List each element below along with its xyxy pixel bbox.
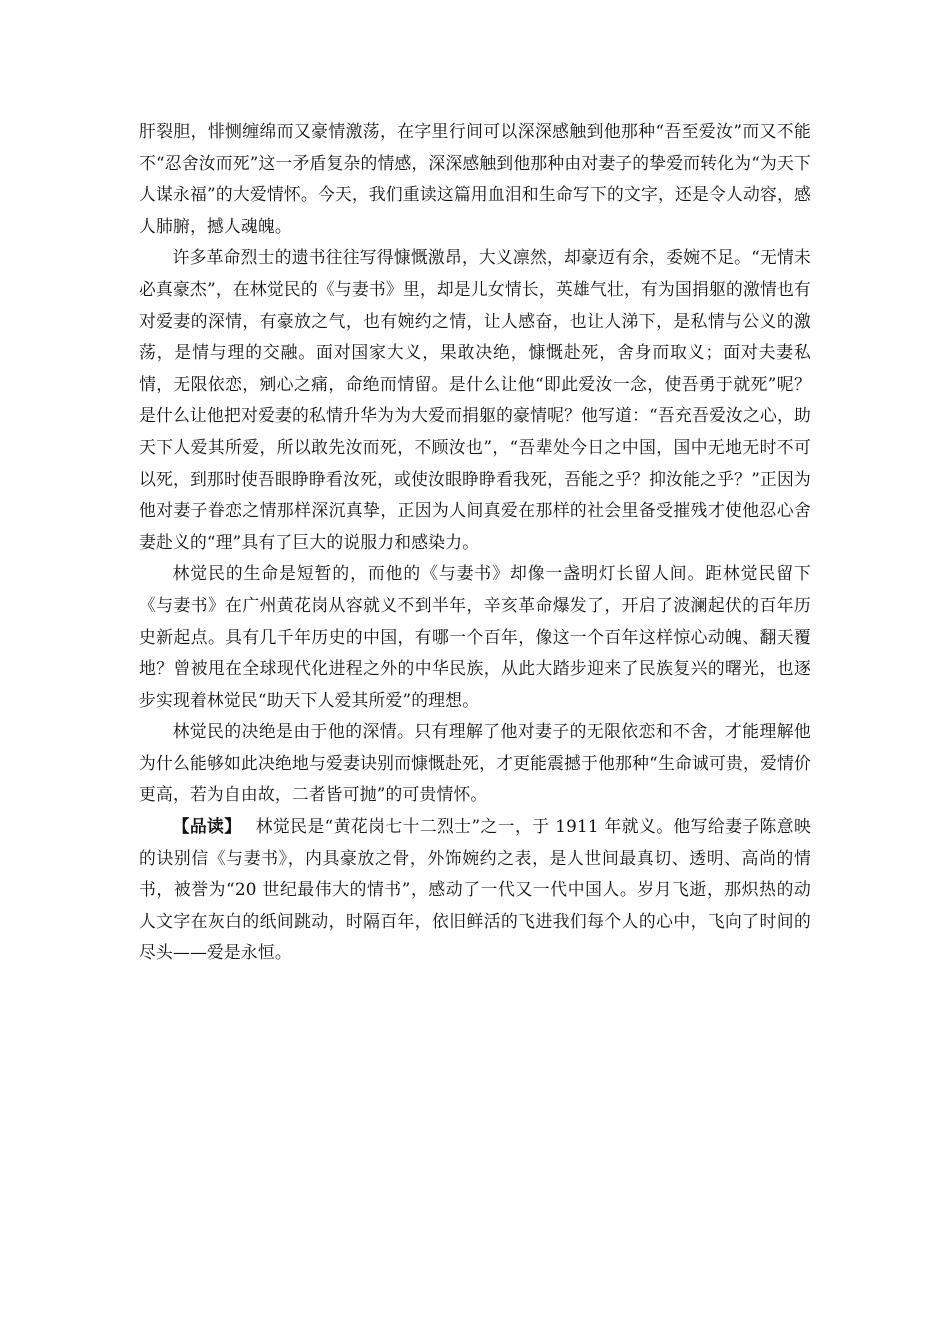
- paragraph-short-life: 林觉民的生命是短暂的，而他的《与妻书》却像一盏明灯长留人间。距林觉民留下《与妻书》在广州黄花岗从容就义不到半年，辛亥革命爆发了，开启了波澜起伏的百年历史新起点。具有几千年历史的中国，有哪一个百年，像这一个百年这样惊心动魄、翻天覆地？曾被甩在全球现代化进程之外的中华民族，从此大踏步迎来了民族复兴的曙光，也逐步实现着林觉民“助天下人爱其所爱”的理想。: [139, 563, 811, 710]
- paragraph-continuation: 肝裂胆，悱恻缠绵而又豪情激荡，在字里行间可以深深感触到他那种“吾至爱汝”而又不能不“忍舍汝而死”这一矛盾复杂的情感，深深感触到他那种由对妻子的挚爱而转化为“为天下人谋永福”的大爱情怀。今天，我们重读这篇用血泪和生命写下的文字，还是令人动容，感人肺腑，撼人魂魄。: [139, 121, 811, 236]
- paragraph-resolve: 林觉民的决绝是由于他的深情。只有理解了他对妻子的无限依恋和不舍，才能理解他为什么能够如此决绝地与爱妻诀别而慷慨赴死，才更能震撼于他那种“生命诚可贵，爱情价更高，若为自由故，二者皆可抛”的可贵情怀。: [139, 721, 811, 805]
- paragraph-revolutionary-letters: 许多革命烈士的遗书往往写得慷慨激昂，大义凛然，却豪迈有余，委婉不足。“无情未必真豪杰”，在林觉民的《与妻书》里，却是儿女情长，英雄气壮，有为国捐躯的激情也有对爱妻的深情，有豪放之气，也有婉约之情，让人感奋，也让人涕下，是私情与公义的激荡，是情与理的交融。面对国家大义，果敢决绝，慷慨赴死，舍身而取义；面对夫妻私情，无限依恋，剜心之痛，命绝而情留。是什么让他“即此爱汝一念，使吾勇于就死”呢？是什么让他把对爱妻的私情升华为为大爱而捐躯的豪情呢？他写道：“吾充吾爱汝之心，助天下人爱其所爱，所以敢先汝而死，不顾汝也”，“吾辈处今日之中国，国中无地无时不可以死，到那时使吾眼睁睁看汝死，或使汝眼睁睁看我死，吾能之乎？抑汝能之乎？”正因为他对妻子眷恋之情那样深沉真挚，正因为人间真爱在那样的社会里备受摧残才使他忍心舍妻赴义的“理”具有了巨大的说服力和感染力。: [139, 247, 811, 552]
- pindu-label: 【品读】: [172, 816, 242, 837]
- pindu-text: 林觉民是“黄花岗七十二烈士”之一，于 1911 年就义。他写给妻子陈意映的诀别信《与妻书》，内具豪放之骨，外饰婉约之表，是人世间最真切、透明、高尚的情书，被誉为“20 世纪最伟大的情书”，感动了一代又一代中国人。岁月飞逝，那炽热的动人文字在灰白的纸间跳动，时隔百年，依旧鲜活的飞进我们每个人的心中，飞向了时间的尽头——爱是永恒。: [139, 816, 811, 963]
- document-body: [139, 116, 811, 969]
- pindu-paragraph: [139, 811, 811, 969]
